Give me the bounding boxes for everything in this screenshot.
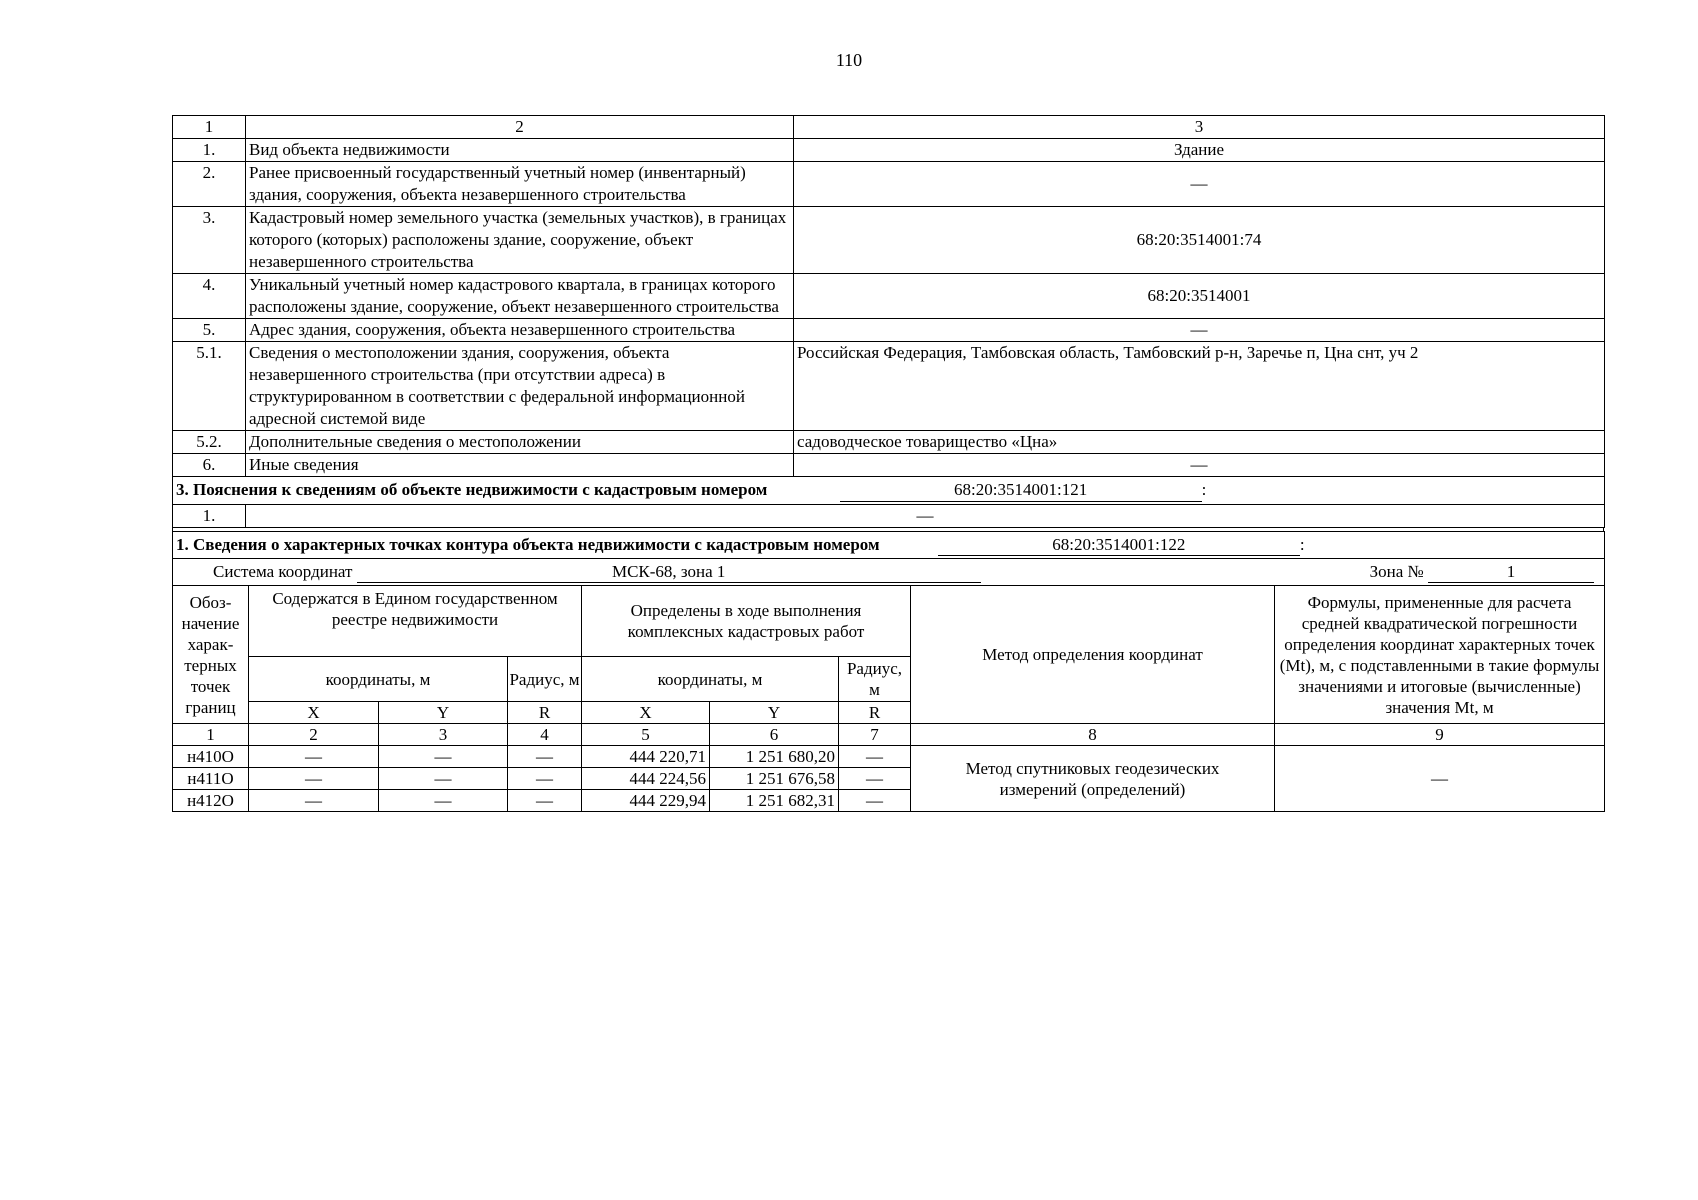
- zone-label: Зона №: [1369, 562, 1424, 581]
- coord-system-value: МСК-68, зона 1: [357, 561, 981, 583]
- colon: :: [1299, 535, 1305, 554]
- section-title: 1. Сведения о характерных точках контура объекта недвижимости с кадастровым номером: [176, 535, 880, 554]
- egrn-header: Содержатся в Едином государственном реестре недвижимости: [249, 586, 582, 657]
- row-label: Дополнительные сведения о местоположении: [246, 431, 794, 454]
- method-header: Метод определения координат: [911, 586, 1275, 724]
- colon: :: [1201, 480, 1207, 499]
- egrn-r: —: [508, 790, 582, 812]
- egrn-x: —: [249, 768, 379, 790]
- method-value: Метод спутниковых геодезических измерений (определений): [911, 746, 1275, 812]
- row-value: Здание: [794, 139, 1605, 162]
- kkr-x: 444 220,71: [582, 746, 710, 768]
- header-row-1: [173, 586, 1605, 657]
- building-info-table: [172, 115, 1605, 528]
- row-label: Уникальный учетный номер кадастрового квартала, в границах которого расположены здание, сооружение, объект незавершенного строительства: [246, 274, 794, 319]
- row-value: —: [246, 505, 1605, 528]
- coord-system-label: Система координат: [213, 562, 353, 581]
- cadastral-number: 68:20:3514001:122: [938, 534, 1300, 556]
- row-value: 68:20:3514001: [794, 274, 1605, 319]
- egrn-y: —: [379, 768, 508, 790]
- kkr-y: 1 251 680,20: [710, 746, 839, 768]
- egrn-y: —: [379, 746, 508, 768]
- r-header: R: [839, 702, 911, 724]
- page-number: 110: [835, 50, 863, 70]
- egrn-x: —: [249, 790, 379, 812]
- row-label: Вид объекта недвижимости: [246, 139, 794, 162]
- row-value: 68:20:3514001:74: [794, 207, 1605, 274]
- row-number: 6.: [173, 454, 246, 477]
- formulas-header: Формулы, примененные для расчета средней квадратической погрешности определения координат характерных точек (Mt), м, с подставленными в такие формулы значениями и итоговые (вычисленные) значения Mt, м: [1275, 586, 1605, 724]
- kkr-y: 1 251 682,31: [710, 790, 839, 812]
- kkr-y: 1 251 676,58: [710, 768, 839, 790]
- kkr-r: —: [839, 790, 911, 812]
- column-numbers-row: [173, 724, 1605, 746]
- egrn-y: —: [379, 790, 508, 812]
- row-value: —: [794, 162, 1605, 207]
- row-number: 5.1.: [173, 342, 246, 431]
- cadastral-number: 68:20:3514001:121: [840, 479, 1202, 502]
- row-label: Иные сведения: [246, 454, 794, 477]
- column-number: 1: [173, 724, 249, 746]
- point-name: н410О: [173, 746, 249, 768]
- row-number: 5.2.: [173, 431, 246, 454]
- egrn-r: —: [508, 746, 582, 768]
- kkr-r: —: [839, 746, 911, 768]
- section-title: 3. Пояснения к сведениям об объекте недвижимости с кадастровым номером: [176, 480, 768, 499]
- zone-value: 1: [1428, 561, 1594, 583]
- row-number: 4.: [173, 274, 246, 319]
- column-number: 2: [249, 724, 379, 746]
- header-cell: 2: [246, 116, 794, 139]
- table-row: [173, 342, 1605, 431]
- table-row: [173, 431, 1605, 454]
- table-row: [173, 139, 1605, 162]
- egrn-r: —: [508, 768, 582, 790]
- column-number: 6: [710, 724, 839, 746]
- row-label: Адрес здания, сооружения, объекта незавершенного строительства: [246, 319, 794, 342]
- table-row: [173, 505, 1605, 528]
- point-name: н412О: [173, 790, 249, 812]
- column-number: 4: [508, 724, 582, 746]
- row-value: —: [794, 319, 1605, 342]
- kkr-r: —: [839, 768, 911, 790]
- coords-header: координаты, м: [249, 657, 508, 702]
- kkr-x: 444 229,94: [582, 790, 710, 812]
- column-number: 5: [582, 724, 710, 746]
- row-value: садоводческое товарищество «Цна»: [794, 431, 1605, 454]
- table-header-row: [173, 116, 1605, 139]
- coordinate-system-row: [173, 559, 1605, 586]
- r-header: R: [508, 702, 582, 724]
- formula-value: —: [1275, 746, 1605, 812]
- x-header: X: [582, 702, 710, 724]
- row-label: Кадастровый номер земельного участка (земельных участков), в границах которого (которых) расположены здание, сооружение, объект незавершенного строительства: [246, 207, 794, 274]
- egrn-x: —: [249, 746, 379, 768]
- row-number: 1.: [173, 505, 246, 528]
- column-number: 9: [1275, 724, 1605, 746]
- row-number: 5.: [173, 319, 246, 342]
- kkr-header: Определены в ходе выполнения комплексных кадастровых работ: [582, 586, 911, 657]
- cadastral-document: [172, 115, 1604, 812]
- y-header: Y: [710, 702, 839, 724]
- row-number: 1.: [173, 139, 246, 162]
- characteristic-points-table: [172, 531, 1605, 812]
- table-row: [173, 207, 1605, 274]
- column-number: 7: [839, 724, 911, 746]
- table-row: [173, 162, 1605, 207]
- row-number: 2.: [173, 162, 246, 207]
- header-cell: 3: [794, 116, 1605, 139]
- section-1-heading: [173, 532, 1605, 559]
- column-number: 3: [379, 724, 508, 746]
- table-row: [173, 454, 1605, 477]
- row-value: Российская Федерация, Тамбовская область, Тамбовский р-н, Заречье п, Цна снт, уч 2: [794, 342, 1605, 431]
- header-cell: 1: [173, 116, 246, 139]
- point-name: н411О: [173, 768, 249, 790]
- point-designation-header: Обоз- начение харак- терных точек границ: [173, 586, 249, 724]
- coords-header: координаты, м: [582, 657, 839, 702]
- table-row: [173, 319, 1605, 342]
- radius-header: Радиус, м: [508, 657, 582, 702]
- column-number: 8: [911, 724, 1275, 746]
- row-value: —: [794, 454, 1605, 477]
- x-header: X: [249, 702, 379, 724]
- row-label: Ранее присвоенный государственный учетный номер (инвентарный) здания, сооружения, объекта незавершенного строительства: [246, 162, 794, 207]
- point-row: [173, 746, 1605, 768]
- y-header: Y: [379, 702, 508, 724]
- row-number: 3.: [173, 207, 246, 274]
- row-label: Сведения о местоположении здания, сооружения, объекта незавершенного строительства (при отсутствии адреса) в структурированном в соответствии с федеральной информационной адресной системой виде: [246, 342, 794, 431]
- table-row: [173, 274, 1605, 319]
- section-3-heading: [173, 477, 1605, 505]
- kkr-x: 444 224,56: [582, 768, 710, 790]
- radius-header: Радиус, м: [839, 657, 911, 702]
